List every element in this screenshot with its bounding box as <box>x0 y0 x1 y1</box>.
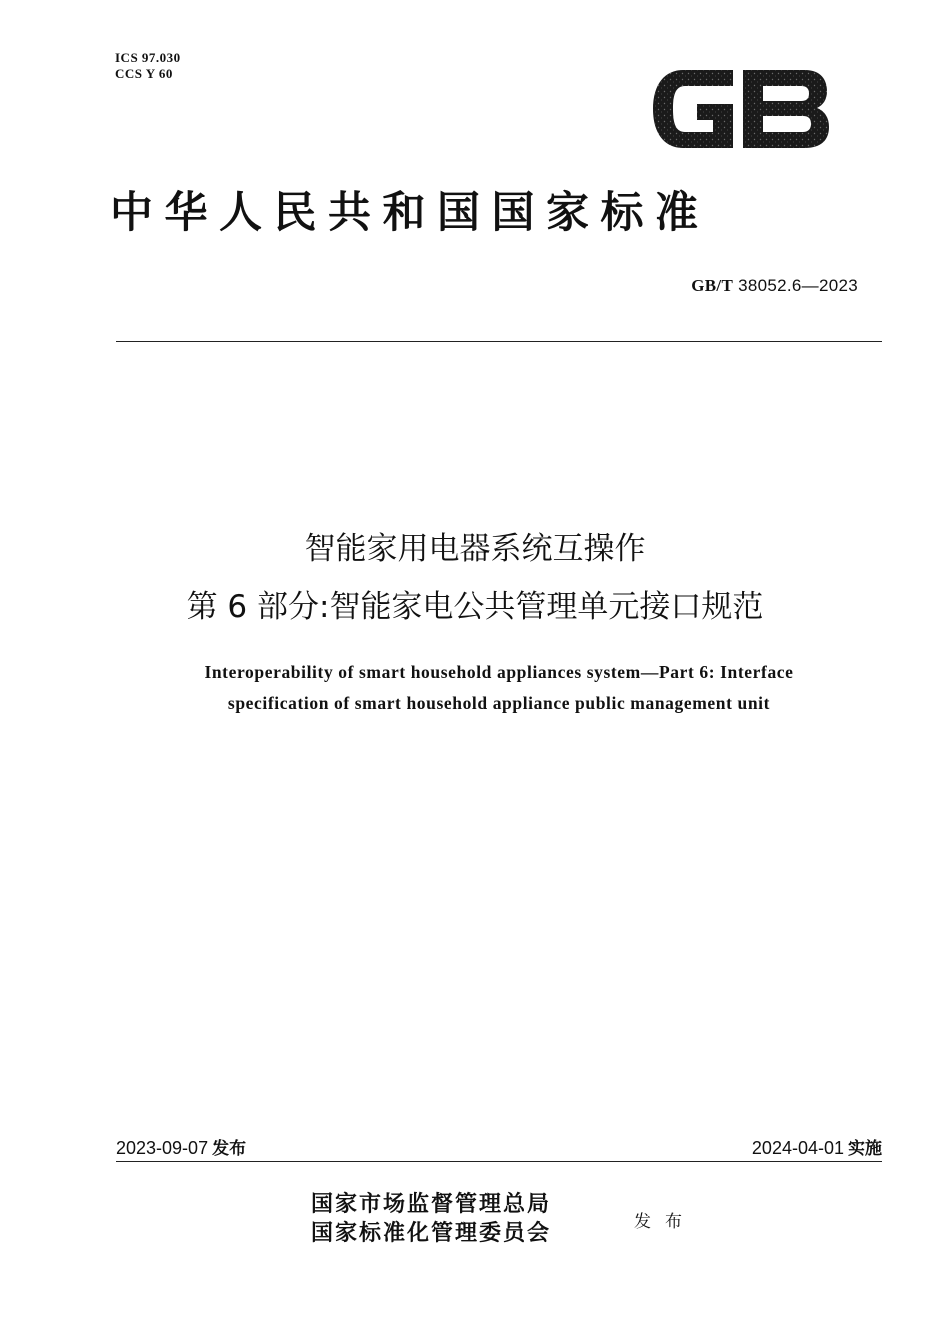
implement-date: 2024-04-01 <box>751 1138 844 1158</box>
publish-date: 2023-09-07 <box>116 1138 209 1158</box>
ics-code: ICS 97.030 <box>115 50 181 65</box>
publish-label: 发布 <box>212 1139 247 1159</box>
standard-prefix: GB/T <box>691 276 734 295</box>
issuing-authorities <box>311 1190 551 1248</box>
standard-number <box>691 276 858 296</box>
issuer-sac: 国家标准化管理委员会 <box>311 1220 552 1246</box>
issue-label: 发布 <box>634 1212 696 1232</box>
top-divider <box>116 341 882 342</box>
classification-codes <box>115 50 181 82</box>
national-standard-title: 中华人民共和国国家标准 <box>110 188 710 238</box>
issuer-samr: 国家市场监督管理总局 <box>311 1191 552 1217</box>
standard-number-value: 38052.6—2023 <box>738 276 858 295</box>
implement-label: 实施 <box>848 1139 882 1159</box>
gb-logo-icon <box>645 60 833 158</box>
en-title-line1: Interoperability of smart household appliances system—Part 6: Interface <box>204 662 794 682</box>
publish-date-block <box>116 1134 246 1159</box>
zh-title-line2: 第 6 部分:智能家电公共管理单元接口规范 <box>186 589 764 625</box>
implement-date-block <box>752 1134 882 1159</box>
ccs-code: CCS Y 60 <box>115 66 173 81</box>
zh-title-line1: 智能家用电器系统互操作 <box>304 531 646 567</box>
bottom-divider <box>116 1161 882 1162</box>
en-title-line2: specification of smart household appliance public management unit <box>227 693 771 713</box>
